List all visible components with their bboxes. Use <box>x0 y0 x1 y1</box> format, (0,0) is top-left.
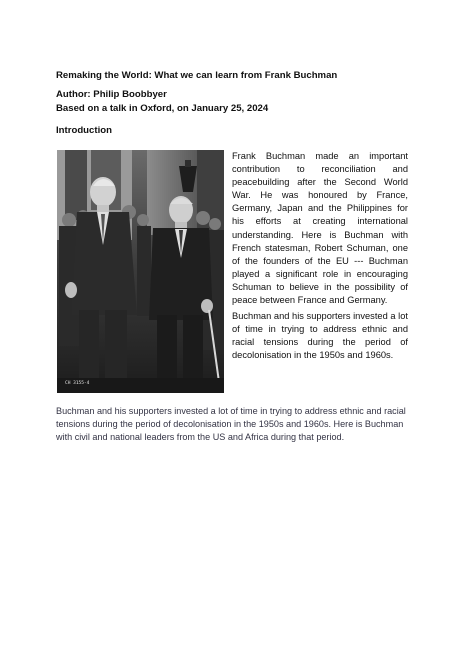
paragraph-decolonisation: Buchman and his supporters invested a lot of time in trying to address ethnic and racial tensions during the period of decolonisation in the 1950s and 1960s. <box>232 311 408 361</box>
author-line: Author: Philip Boobbyer <box>56 89 167 100</box>
photo-caption: CH 3155-4 <box>65 381 90 386</box>
photo-illustration <box>57 150 224 393</box>
historical-photo <box>57 150 224 393</box>
section-heading: Introduction <box>56 125 112 136</box>
paragraph-intro: Frank Buchman made an important contribution to reconciliation and peacebuilding after the Second World War. He was honoured by France, Germany, Japan and the Philippines for his efforts at creating international understanding. Here is Buchman with French statesman, Robert Schuman, one of the founders of the EU --- Buchman played a significant role in encouraging Schuman to believe in the possibility of peace between France and Germany. <box>232 151 408 306</box>
paragraph-leaders: Buchman and his supporters invested a lot of time in trying to address ethnic and racial tensions during the period of decolonisation in the 1950s and 1960s. Here is Buchman with civil and national leaders from the US and Africa during that period. <box>56 406 406 443</box>
document-title: Remaking the World: What we can learn from Frank Buchman <box>56 70 338 81</box>
talk-info-line: Based on a talk in Oxford, on January 25, 2024 <box>56 103 269 114</box>
